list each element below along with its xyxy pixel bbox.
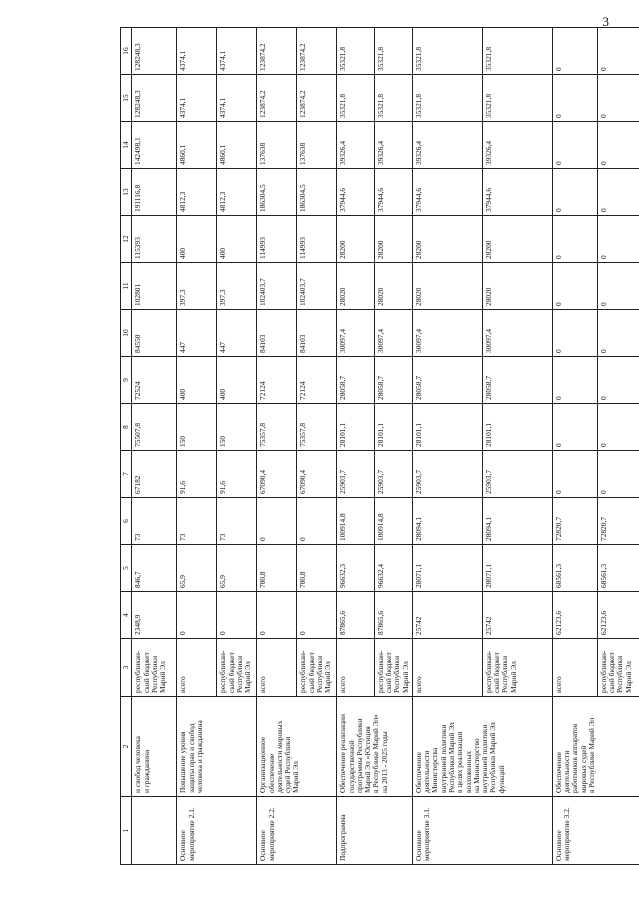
value-cell: 35321,8 (482, 75, 552, 122)
value-cell: 123874,2 (297, 75, 337, 122)
cell-text-line: Марий Эл (400, 661, 410, 693)
cell-text-line: судей Республики (283, 736, 293, 793)
cell-text-line: Обеспечение реализации (338, 714, 348, 793)
cell-text-line: Республики (615, 655, 625, 693)
rotated-table-wrapper (120, 30, 633, 865)
cell-text-line: Марий Эл (291, 761, 301, 793)
program-name-cell (552, 697, 639, 797)
program-name-cell (337, 697, 413, 797)
value-cell: 102403,7 (257, 263, 297, 310)
cell-text-line: Марий Эл (158, 661, 168, 693)
table-row (412, 28, 482, 865)
cell-text-line: Республики (392, 655, 402, 693)
value-cell: 0 (297, 498, 337, 545)
value-cell: 28058,7 (374, 357, 412, 404)
value-cell: 4812,3 (217, 169, 257, 216)
value-cell: 72820,7 (597, 498, 639, 545)
value-cell: 28200 (482, 216, 552, 263)
value-cell: 35321,8 (337, 75, 375, 122)
cell-text-line: деятельности (562, 750, 572, 793)
program-name-cell (177, 697, 257, 797)
value-cell: 37944,6 (374, 169, 412, 216)
cell-text-line: работников аппаратов (570, 723, 580, 793)
cell-text-line: Подпрограмма (338, 814, 348, 861)
value-cell: 28058,7 (482, 357, 552, 404)
value-cell: 102403,7 (297, 263, 337, 310)
funding-source-cell (217, 639, 257, 697)
value-cell: 0 (597, 263, 639, 310)
cell-text-line: Повышение уровня (178, 731, 188, 793)
column-header: 4 (121, 592, 132, 639)
value-cell: 123874,2 (297, 28, 337, 75)
value-cell: 0 (597, 357, 639, 404)
cell-text-line: мероприятие 2.1. (186, 807, 196, 861)
funding-source-cell (552, 639, 597, 697)
value-cell: 28020 (412, 263, 482, 310)
cell-text-line: государственной (346, 740, 356, 793)
value-cell: 0 (217, 592, 257, 639)
cell-text-line: ский бюджет (226, 652, 236, 693)
cell-text-line: в целях реализации (455, 731, 465, 793)
value-cell: 84550 (132, 310, 177, 357)
column-header: 5 (121, 545, 132, 592)
value-cell: 123874,2 (257, 28, 297, 75)
page-number: 3 (602, 14, 609, 29)
cell-text-line: Марий Эл (623, 661, 633, 693)
value-cell: 28020 (337, 263, 375, 310)
column-header: 9 (121, 357, 132, 404)
value-cell: 0 (597, 122, 639, 169)
cell-text-line: Марий Эл (243, 661, 253, 693)
cell-text-line: Республики (500, 655, 510, 693)
cell-text-line: республикан- (375, 650, 385, 693)
value-cell: 37944,6 (412, 169, 482, 216)
cell-text-line: Обеспечение (413, 752, 423, 793)
value-cell: 28094,1 (412, 498, 482, 545)
value-cell: 28020 (374, 263, 412, 310)
value-cell: 28020 (482, 263, 552, 310)
value-cell: 35321,8 (482, 28, 552, 75)
value-cell: 28101,1 (482, 404, 552, 451)
value-cell: 780,8 (257, 545, 297, 592)
funding-source-cell (132, 639, 177, 697)
value-cell: 0 (552, 451, 597, 498)
column-header: 11 (121, 263, 132, 310)
value-cell: 72124 (257, 357, 297, 404)
cell-text-line: и свобод человека (133, 736, 143, 793)
column-header: 2 (121, 697, 132, 797)
column-number-row (121, 28, 132, 865)
value-cell: 62123,6 (552, 592, 597, 639)
value-cell: 0 (552, 310, 597, 357)
value-cell: 115393 (132, 216, 177, 263)
value-cell: 780,8 (297, 545, 337, 592)
value-cell: 72124 (297, 357, 337, 404)
value-cell: 4374,1 (177, 28, 217, 75)
funding-source-cell (597, 639, 639, 697)
value-cell: 28071,1 (482, 545, 552, 592)
column-header: 14 (121, 122, 132, 169)
value-cell: 65,9 (217, 545, 257, 592)
column-header: 16 (121, 28, 132, 75)
table-row (132, 28, 177, 865)
value-cell: 186304,5 (297, 169, 337, 216)
value-cell: 0 (552, 122, 597, 169)
cell-text-line: ский бюджет (306, 652, 316, 693)
value-cell: 28058,7 (337, 357, 375, 404)
value-cell: 91,6 (177, 451, 217, 498)
funding-source-cell (257, 639, 297, 697)
value-cell: 4860,1 (177, 122, 217, 169)
column-header: 8 (121, 404, 132, 451)
value-cell: 28101,1 (337, 404, 375, 451)
program-type-cell (412, 797, 552, 865)
value-cell: 0 (597, 28, 639, 75)
column-header: 1 (121, 797, 132, 865)
cell-text-line: деятельности мировых (274, 720, 284, 793)
value-cell: 28200 (374, 216, 412, 263)
cell-text-line: Марий Эл «Юстиция (363, 726, 373, 793)
cell-text-line: на Министерство (471, 738, 481, 793)
value-cell: 400 (217, 216, 257, 263)
value-cell: 100914,8 (374, 498, 412, 545)
cell-text-line: ский бюджет (492, 652, 502, 693)
cell-text-line: деятельности (422, 750, 432, 793)
cell-text-line: в Республике Марий Эл» (371, 714, 381, 793)
value-cell: 4374,1 (177, 75, 217, 122)
value-cell: 397,3 (177, 263, 217, 310)
column-header: 15 (121, 75, 132, 122)
value-cell: 39326,4 (337, 122, 375, 169)
value-cell: 87865,6 (337, 592, 375, 639)
program-name-cell (132, 697, 177, 797)
value-cell: 75357,8 (297, 404, 337, 451)
value-cell: 0 (552, 357, 597, 404)
value-cell: 73 (217, 498, 257, 545)
value-cell: 37944,6 (337, 169, 375, 216)
funding-source-cell (412, 639, 482, 697)
value-cell: 0 (597, 75, 639, 122)
cell-text-line: обеспечение (266, 753, 276, 793)
funding-source-cell (337, 639, 375, 697)
value-cell: 25903,7 (482, 451, 552, 498)
program-type-cell (132, 797, 177, 865)
cell-text-line: республикан- (483, 650, 493, 693)
value-cell: 39326,4 (482, 122, 552, 169)
column-header: 3 (121, 639, 132, 697)
value-cell: 0 (552, 169, 597, 216)
value-cell: 28058,7 (412, 357, 482, 404)
value-cell: 28200 (337, 216, 375, 263)
value-cell: 0 (552, 263, 597, 310)
cell-text-line: программы Республики (354, 718, 364, 793)
cell-text-line: Республики Марий Эл (447, 722, 457, 793)
column-header: 13 (121, 169, 132, 216)
value-cell: 100914,8 (337, 498, 375, 545)
cell-text-line: республикан- (133, 650, 143, 693)
column-header: 10 (121, 310, 132, 357)
value-cell: 4374,1 (217, 28, 257, 75)
cell-text-line: человека и гражданина (194, 720, 204, 793)
value-cell: 4812,3 (177, 169, 217, 216)
value-cell: 62123,6 (597, 592, 639, 639)
value-cell: 35321,8 (412, 75, 482, 122)
value-cell: 35321,8 (374, 28, 412, 75)
value-cell: 91,6 (217, 451, 257, 498)
cell-text-line: Республики Марий Эл (488, 722, 498, 793)
value-cell: 400 (177, 357, 217, 404)
program-type-cell (337, 797, 413, 865)
value-cell: 67090,4 (257, 451, 297, 498)
value-cell: 0 (597, 169, 639, 216)
value-cell: 150 (217, 404, 257, 451)
program-type-cell (177, 797, 257, 865)
program-type-cell (257, 797, 337, 865)
value-cell: 4860,1 (217, 122, 257, 169)
table-body (132, 28, 639, 865)
cell-text-line: республикан- (218, 650, 228, 693)
value-cell: 67182 (132, 451, 177, 498)
value-cell: 25742 (412, 592, 482, 639)
budget-table (120, 27, 639, 865)
table-row (552, 28, 597, 865)
cell-text-line: всего (178, 676, 188, 693)
cell-text-line: Основное (553, 830, 563, 861)
column-header: 6 (121, 498, 132, 545)
funding-source-cell (482, 639, 552, 697)
value-cell: 68561,3 (552, 545, 597, 592)
value-cell: 28071,1 (412, 545, 482, 592)
cell-text-line: в Республике Марий Эл (587, 717, 597, 793)
cell-text-line: республикан- (298, 650, 308, 693)
cell-text-line: мероприятие 3.1. (422, 807, 432, 861)
value-cell: 84103 (297, 310, 337, 357)
value-cell: 400 (177, 216, 217, 263)
value-cell: 30097,4 (412, 310, 482, 357)
value-cell: 25903,7 (337, 451, 375, 498)
program-name-cell (257, 697, 337, 797)
value-cell: 0 (597, 310, 639, 357)
funding-source-cell (177, 639, 217, 697)
value-cell: 0 (552, 216, 597, 263)
value-cell: 30097,4 (482, 310, 552, 357)
value-cell: 0 (552, 75, 597, 122)
value-cell: 0 (257, 498, 297, 545)
value-cell: 67090,4 (297, 451, 337, 498)
value-cell: 35321,8 (374, 75, 412, 122)
table-row (257, 28, 297, 865)
column-header: 12 (121, 216, 132, 263)
value-cell: 186304,5 (257, 169, 297, 216)
cell-text-line: ский бюджет (384, 652, 394, 693)
cell-text-line: и гражданина (141, 749, 151, 793)
value-cell: 4374,1 (217, 75, 257, 122)
program-type-cell (552, 797, 639, 865)
value-cell: 35321,8 (412, 28, 482, 75)
value-cell: 0 (597, 404, 639, 451)
value-cell: 0 (597, 216, 639, 263)
cell-text-line: всего (413, 676, 423, 693)
column-header: 7 (121, 451, 132, 498)
value-cell: 397,3 (217, 263, 257, 310)
value-cell: 102801 (132, 263, 177, 310)
value-cell: 72524 (132, 357, 177, 404)
value-cell: 39326,4 (412, 122, 482, 169)
value-cell: 30097,4 (374, 310, 412, 357)
cell-text-line: Республики (149, 655, 159, 693)
value-cell: 28101,1 (412, 404, 482, 451)
value-cell: 28094,1 (482, 498, 552, 545)
cell-text-line: на 2013 - 2025 годы (379, 731, 389, 793)
cell-text-line: Основное (413, 830, 423, 861)
cell-text-line: мероприятие 2.2. (266, 807, 276, 861)
value-cell: 137638 (257, 122, 297, 169)
cell-text-line: республикан- (598, 650, 608, 693)
value-cell: 68561,3 (597, 545, 639, 592)
value-cell: 0 (257, 592, 297, 639)
value-cell: 96632,4 (374, 545, 412, 592)
value-cell: 0 (552, 404, 597, 451)
value-cell: 84103 (257, 310, 297, 357)
cell-text-line: всего (338, 676, 348, 693)
value-cell: 75507,8 (132, 404, 177, 451)
value-cell: 137638 (297, 122, 337, 169)
funding-source-cell (297, 639, 337, 697)
value-cell: 87865,6 (374, 592, 412, 639)
cell-text-line: Основное (258, 830, 268, 861)
cell-text-line: внутренней политики (438, 724, 448, 793)
table-row (177, 28, 217, 865)
value-cell: 447 (217, 310, 257, 357)
value-cell: 73 (177, 498, 217, 545)
value-cell: 28101,1 (374, 404, 412, 451)
value-cell: 0 (177, 592, 217, 639)
cell-text-line: Организационное (258, 736, 268, 793)
program-name-cell (412, 697, 552, 797)
value-cell: 846,7 (132, 545, 177, 592)
table-row (337, 28, 375, 865)
cell-text-line: Основное (178, 830, 188, 861)
cell-text-line: Обеспечение (553, 752, 563, 793)
value-cell: 0 (552, 28, 597, 75)
value-cell: 75357,8 (257, 404, 297, 451)
cell-text-line: Марий Эл (323, 661, 333, 693)
cell-text-line: функций (496, 765, 506, 793)
value-cell: 128248,3 (132, 75, 177, 122)
value-cell: 65,9 (177, 545, 217, 592)
value-cell: 142498,1 (132, 122, 177, 169)
value-cell: 37944,6 (482, 169, 552, 216)
value-cell: 28200 (412, 216, 482, 263)
value-cell: 73 (132, 498, 177, 545)
value-cell: 96632,3 (337, 545, 375, 592)
cell-text-line: ский бюджет (141, 652, 151, 693)
cell-text-line: всего (258, 676, 268, 693)
cell-text-line: Марий Эл (508, 661, 518, 693)
cell-text-line: всего (553, 676, 563, 693)
cell-text-line: Министерства (430, 747, 440, 793)
value-cell: 128248,3 (132, 28, 177, 75)
value-cell: 150 (177, 404, 217, 451)
value-cell: 2348,9 (132, 592, 177, 639)
value-cell: 35321,8 (337, 28, 375, 75)
value-cell: 123874,2 (257, 75, 297, 122)
cell-text-line: Республики (234, 655, 244, 693)
cell-text-line: ский бюджет (607, 652, 617, 693)
value-cell: 25903,7 (374, 451, 412, 498)
cell-text-line: возложенных (463, 750, 473, 793)
value-cell: 39326,4 (374, 122, 412, 169)
value-cell: 114993 (257, 216, 297, 263)
value-cell: 25742 (482, 592, 552, 639)
cell-text-line: защиты прав и свобод (186, 723, 196, 793)
value-cell: 400 (217, 357, 257, 404)
cell-text-line: Республики (314, 655, 324, 693)
value-cell: 30097,4 (337, 310, 375, 357)
value-cell: 191116,8 (132, 169, 177, 216)
cell-text-line: внутренней политики (480, 724, 490, 793)
value-cell: 0 (597, 451, 639, 498)
value-cell: 114993 (297, 216, 337, 263)
value-cell: 447 (177, 310, 217, 357)
value-cell: 25903,7 (412, 451, 482, 498)
cell-text-line: мировых судей (578, 745, 588, 793)
value-cell: 0 (297, 592, 337, 639)
cell-text-line: мероприятие 3.2. (562, 807, 572, 861)
funding-source-cell (374, 639, 412, 697)
value-cell: 72820,7 (552, 498, 597, 545)
